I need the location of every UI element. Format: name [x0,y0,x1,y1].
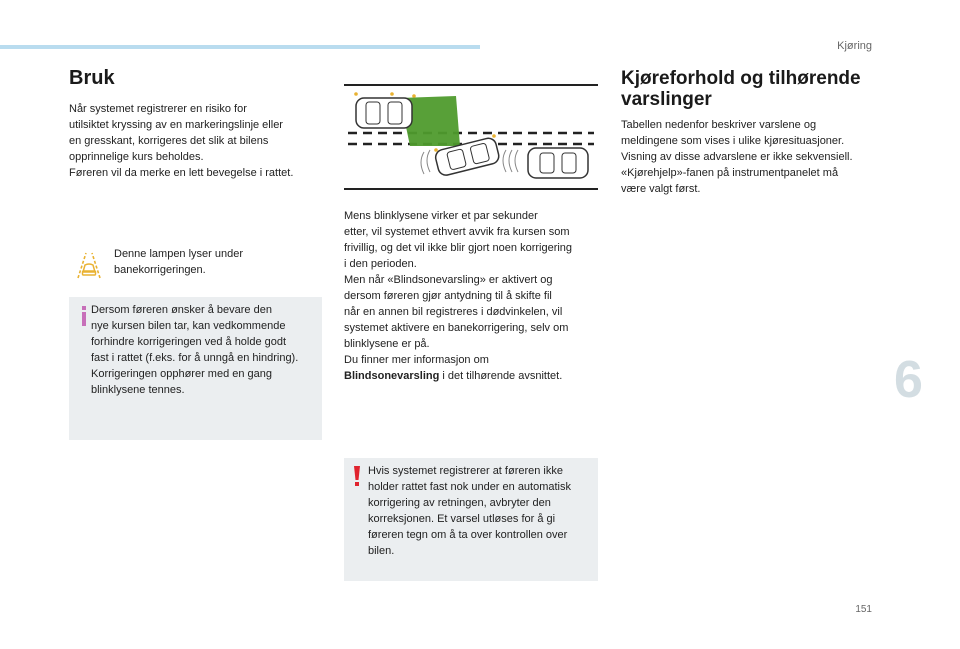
text-line: etter, vil systemet ethvert avvik fra kursen som [344,226,570,238]
text-line: nye kursen bilen tar, kan vedkommende [91,320,286,332]
warning-box [344,458,598,581]
lamp-text [114,246,314,278]
text-line: meldingene som vises i ulike kjøresituasjoner. [621,135,845,147]
text-line: Når systemet registrerer en risiko for [69,103,247,115]
text-line: Dersom føreren ønsker å bevare den [91,304,272,316]
heading-bruk: Bruk [69,67,115,89]
text-line: en gresskant, korrigeres det slik at bilens [69,135,269,147]
text-line: «Kjørehjelp»-fanen på instrumentpanelet må [621,167,839,179]
text-line: dersom føreren gjør antydning til å skifte fil [344,290,552,302]
warning-text [368,463,590,559]
info-text [91,302,319,398]
chapter-number: 6 [894,351,923,409]
lane-correction-illustration [344,84,598,194]
text-line: blinklysene tennes. [91,384,185,396]
warning-exclamation-icon [351,464,363,488]
page-number: 151 [855,604,872,615]
text-line: fast i rattet (f.eks. for å unngå en hindring). [91,352,299,364]
text-line: bilen. [368,545,395,557]
text-line: Føreren vil da merke en lett bevegelse i rattet. [69,167,294,179]
text-line: opprinnelige kurs beholdes. [69,151,204,163]
section-label: Kjøring [837,40,872,52]
heading-line: Kjøreforhold og tilhørende [621,68,861,89]
lane-keep-warning-icon [74,250,104,280]
info-box [69,297,322,440]
text-line: Tabellen nedenfor beskriver varslene og [621,119,817,131]
text-fragment: i det tilhørende avsnittet. [439,370,563,382]
text-line: Visning av disse advarslene er ikke sekvensiell. [621,151,853,163]
middle-text [344,208,598,384]
text-line: korreksjonen. Et varsel utløses for å gi [368,513,556,525]
text-line: være valgt først. [621,183,701,195]
heading-kjoreforhold [621,68,891,110]
text-line: systemet aktivere en banekorrigering, selv om [344,322,569,334]
text-line: Du finner mer informasjon om [344,354,489,366]
text-line: i den perioden. [344,258,417,270]
text-line [344,368,598,384]
lamp-note [74,246,314,286]
blindsone-link-text: Blindsonevarsling [344,370,440,382]
text-line: frivillig, og det vil ikke blir gjort noen korrigering [344,242,573,254]
text-line: banekorrigeringen. [114,264,206,276]
text-line: Mens blinklysene virker et par sekunder [344,210,538,222]
text-line: Korrigeringen opphører med en gang [91,368,273,380]
bruk-text [69,101,319,181]
kjoreforhold-text [621,117,883,197]
parked-car [356,98,412,128]
text-line: blinklysene er på. [344,338,430,350]
text-line: føreren tegn om å ta over kontrollen over [368,529,568,541]
info-icon [77,305,91,327]
header-accent-bar [0,45,480,49]
text-line: holder rattet fast nok under en automatisk [368,481,572,493]
text-line: Denne lampen lyser under [114,248,244,260]
heading-line: varslinger [621,89,712,110]
text-line: korrigering av retningen, avbryter den [368,497,551,509]
text-line: forhindre korrigeringen ved å holde godt [91,336,287,348]
text-line: Men når «Blindsonevarsling» er aktivert og [344,274,553,286]
text-line: når en annen bil registreres i dødvinkelen, vil [344,306,563,318]
original-path-car [528,148,588,178]
text-line: utilsiktet kryssing av en markeringslinje eller [69,119,283,131]
text-line: Hvis systemet registrerer at føreren ikke [368,465,563,477]
